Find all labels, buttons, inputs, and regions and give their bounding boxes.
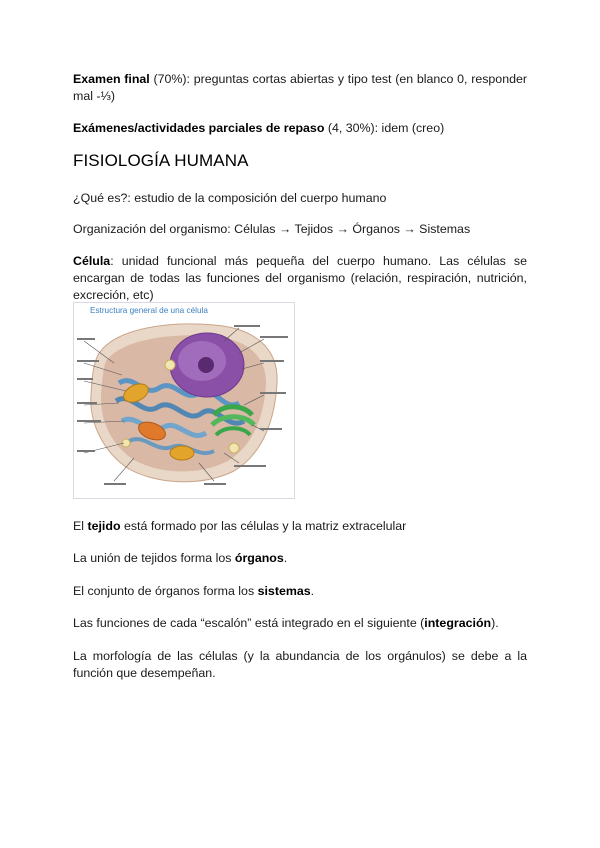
section-heading: FISIOLOGÍA HUMANA xyxy=(73,151,249,170)
systems-post: . xyxy=(310,584,315,598)
integration-bold: integración xyxy=(424,616,492,630)
vesicle-2 xyxy=(229,443,239,453)
cell-structure-figure xyxy=(73,302,295,499)
cell-diagram-image xyxy=(74,303,294,498)
cell-label: Célula xyxy=(73,254,111,268)
organs-bold: órganos xyxy=(234,551,284,565)
exam-final-label: Examen final xyxy=(73,72,150,86)
figure-title: Estructura general de una célula xyxy=(90,306,208,315)
vesicle-1 xyxy=(165,360,175,370)
tissue-paragraph xyxy=(73,518,527,535)
systems-bold: sistemas xyxy=(257,584,311,598)
nucleolus xyxy=(198,357,214,373)
morphology-paragraph: La morfología de las células (y la abundancia de los orgánulos) se debe a la función que desempeñan. xyxy=(73,649,527,680)
systems-pre: El conjunto de órganos forma los xyxy=(73,584,258,598)
mitochondrion-3 xyxy=(170,446,194,460)
integration-post: ). xyxy=(491,616,499,630)
organs-paragraph xyxy=(73,550,527,567)
cell-definition-text: : unidad funcional más pequeña del cuerpo humano. Las células se encargan de todas las funciones del organismo (relación, respiración, nutrición, excreción, etc) xyxy=(73,254,527,302)
organs-pre: La unión de tejidos forma los xyxy=(73,551,235,565)
organs-post: . xyxy=(283,551,288,565)
tissue-post: está formado por las células y la matriz extracelular xyxy=(120,519,407,533)
partial-exams-label: Exámenes/actividades parciales de repaso xyxy=(73,121,325,135)
partial-exams-paragraph xyxy=(73,120,527,137)
definition-paragraph: ¿Qué es?: estudio de la composición del cuerpo humano xyxy=(73,191,387,205)
tissue-bold: tejido xyxy=(87,519,121,533)
cell-definition-paragraph xyxy=(73,253,527,304)
systems-paragraph xyxy=(73,583,527,600)
integration-paragraph xyxy=(73,615,527,632)
organization-paragraph: Organización del organismo: Células → Tejidos → Órganos → Sistemas xyxy=(73,222,471,236)
exam-final-text: (70%): preguntas cortas abiertas y tipo test (en blanco 0, responder mal -⅓) xyxy=(73,72,527,103)
tissue-pre: El xyxy=(73,519,88,533)
integration-pre: Las funciones de cada “escalón” está integrado en el siguiente ( xyxy=(73,616,425,630)
partial-exams-text: (4, 30%): idem (creo) xyxy=(324,121,445,135)
exam-final-paragraph xyxy=(73,71,527,105)
